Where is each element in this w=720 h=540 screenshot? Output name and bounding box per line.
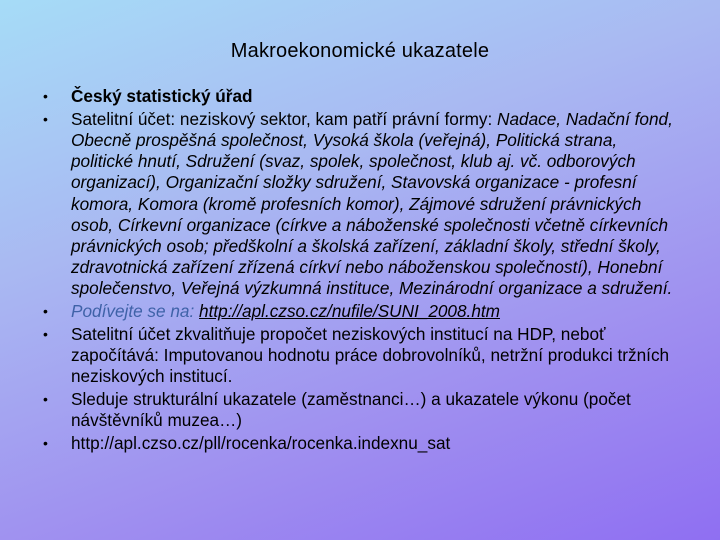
bullet-item-czso: [40, 86, 680, 107]
suni-2008-link[interactable]: http://apl.czso.cz/nufile/SUNI_2008.htm: [199, 301, 500, 322]
bullet-text: Sleduje strukturální ukazatele (zaměstnanci…) a ukazatele výkonu (počet návštěvníků muzea…): [71, 389, 631, 431]
bullet-item-satellite-account: [40, 109, 680, 300]
bullet-text: Český statistický úřad: [71, 86, 253, 106]
bullet-list: [40, 86, 680, 456]
bullet-dot-icon: •: [43, 110, 48, 127]
slide-title: Makroekonomické ukazatele: [230, 40, 490, 62]
bullet-dot-icon: •: [43, 391, 48, 408]
bullet-dot-icon: •: [43, 326, 48, 343]
bullet-item-yearbook-url: [40, 433, 680, 454]
bullet-item-gdp: [40, 324, 680, 388]
legal-forms-list: Nadace, Nadační fond, Obecně prospěšná společnost, Vysoká škola (veřejná), Politická strana, politické hnutí, Sdružení (svaz, spolek, společnost, klub aj. vč. odborových organizací), Organizační složky sdružení, Stavovská organizace - profesní komora, Komora (kromě profesních komor), Zájmové sdružení právnických osob, Církevní organizace (církve a náboženské společnosti včetně církevních právnických osob; předškolní a školská zařízení, základní školy, střední školy, zdravotnická zařízení zřízená církví nebo náboženskou společností), Honební společenstvo, Veřejná výzkumná instituce, Mezinárodní organizace a sdružení.: [71, 108, 673, 299]
bullet-item-indicators: [40, 389, 680, 431]
bullet-text-lead: Satelitní účet: neziskový sektor, kam patří právní formy:: [71, 108, 498, 129]
bullet-dot-icon: •: [43, 303, 48, 320]
bullet-dot-icon: •: [43, 435, 48, 452]
bullet-dot-icon: •: [43, 88, 48, 104]
bullet-item-see-link: [40, 301, 680, 322]
see-prefix: Podívejte se na:: [71, 301, 200, 322]
yearbook-url-text: http://apl.czso.cz/pll/rocenka/rocenka.indexnu_sat: [71, 433, 451, 454]
bullet-text: Satelitní účet zkvalitňuje propočet neziskových institucí na HDP, neboť započítává: Imputovanou hodnotu práce dobrovolníků, netržní produkci tržních neziskových institucí.: [71, 324, 670, 387]
